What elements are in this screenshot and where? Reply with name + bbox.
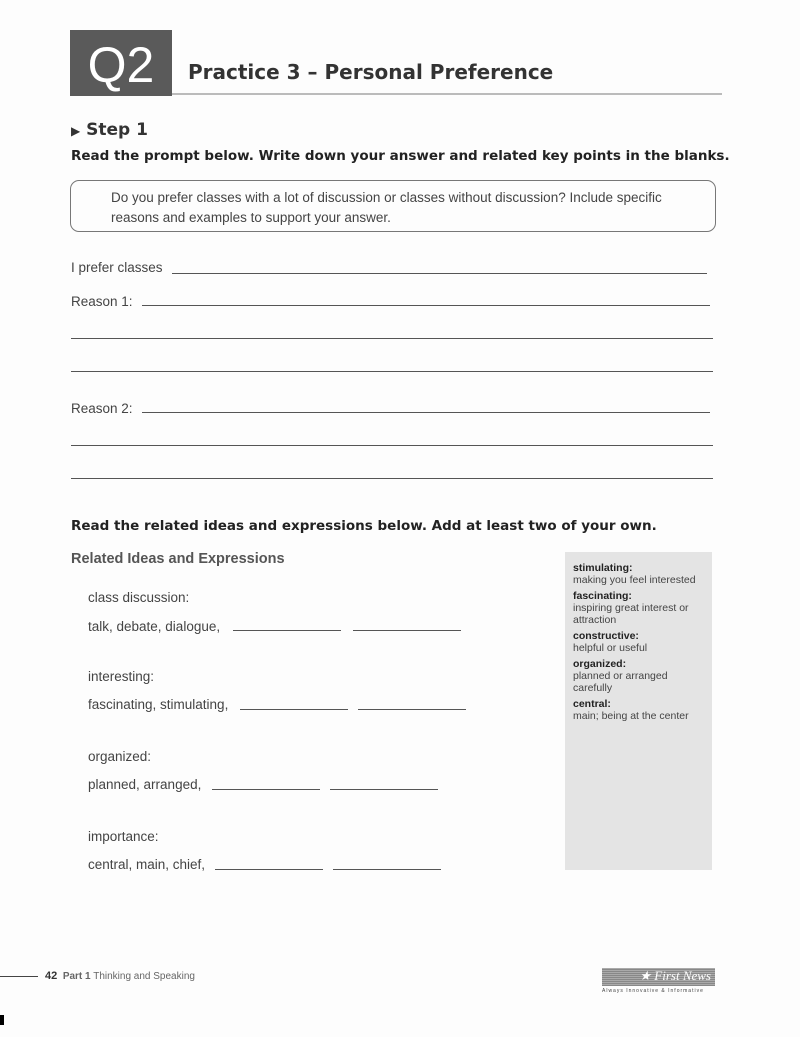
instruction-2: Read the related ideas and expressions below. Add at least two of your own. <box>71 518 657 534</box>
triangle-icon: ▶ <box>71 124 81 138</box>
footer <box>45 970 195 982</box>
page-number: 42 <box>45 970 58 982</box>
prefer-label: I prefer classes <box>71 260 163 275</box>
blank[interactable] <box>353 630 461 631</box>
term: fascinating: <box>573 590 632 602</box>
glossary-entry <box>573 698 704 722</box>
definition: main; being at the center <box>573 710 689 722</box>
group-list: fascinating, stimulating, <box>88 697 229 712</box>
glossary-entry <box>573 562 704 586</box>
blank[interactable] <box>240 709 348 710</box>
glossary-entry <box>573 630 704 654</box>
reason1-label: Reason 1: <box>71 294 133 309</box>
group-head: importance: <box>88 829 159 844</box>
reason2-blank[interactable] <box>142 412 710 413</box>
reason1-blank-2[interactable] <box>71 338 713 339</box>
header-rule <box>172 93 722 95</box>
logo-text: First News <box>654 968 711 983</box>
blank[interactable] <box>215 869 323 870</box>
prompt-box: Do you prefer classes with a lot of discussion or classes without discussion? Include specific reasons and examples to support your answer. <box>70 180 716 232</box>
group-list: central, main, chief, <box>88 857 206 872</box>
definition: helpful or useful <box>573 642 648 654</box>
term: central: <box>573 698 611 710</box>
group-list: talk, debate, dialogue, <box>88 619 221 634</box>
term: organized: <box>573 658 627 670</box>
reason2-blank-3[interactable] <box>71 478 713 479</box>
group-list: planned, arranged, <box>88 777 202 792</box>
definition: planned or arranged carefully <box>573 670 668 694</box>
section-label: Thinking and Speaking <box>93 971 195 982</box>
reason1-blank[interactable] <box>142 305 710 306</box>
glossary-panel <box>565 552 712 870</box>
reason2-blank-2[interactable] <box>71 445 713 446</box>
definition: making you feel interested <box>573 574 696 586</box>
logo-tagline: Always Innovative & Informative <box>602 988 704 994</box>
term: constructive: <box>573 630 639 642</box>
footer-rule <box>0 976 38 977</box>
term: stimulating: <box>573 562 633 574</box>
glossary-entry <box>573 590 704 626</box>
publisher-logo <box>602 968 715 986</box>
blank[interactable] <box>233 630 341 631</box>
scan-mark <box>0 1015 4 1025</box>
star-icon: ★ <box>639 968 652 983</box>
reason2-label: Reason 2: <box>71 401 133 416</box>
prefer-blank[interactable] <box>172 273 707 274</box>
step-heading <box>71 120 148 140</box>
group-head: interesting: <box>88 669 155 684</box>
blank[interactable] <box>212 789 320 790</box>
blank[interactable] <box>333 869 441 870</box>
blank[interactable] <box>330 789 438 790</box>
question-badge: Q2 <box>70 30 172 96</box>
instruction-1: Read the prompt below. Write down your answer and related key points in the blanks. <box>71 148 730 164</box>
step-label: Step 1 <box>86 120 148 140</box>
reason1-blank-3[interactable] <box>71 371 713 372</box>
blank[interactable] <box>358 709 466 710</box>
related-title: Related Ideas and Expressions <box>71 551 285 567</box>
group-head: organized: <box>88 749 152 764</box>
glossary-entry <box>573 658 704 694</box>
part-label: Part 1 <box>62 971 91 982</box>
page-title: Practice 3 – Personal Preference <box>188 60 554 84</box>
definition: inspiring great interest or attraction <box>573 602 689 626</box>
group-head: class discussion: <box>88 590 190 605</box>
